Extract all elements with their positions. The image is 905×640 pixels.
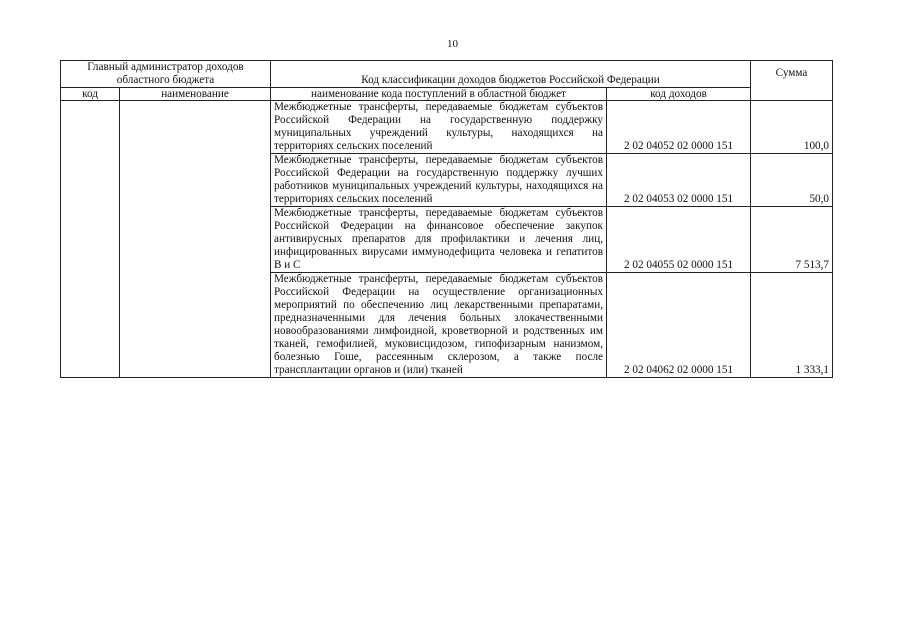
table-header-row — [61, 61, 833, 88]
admin-group-header: Главный администратор доходов областного бюджета — [61, 61, 271, 88]
income-code-subheader: код доходов — [607, 88, 751, 101]
code-subheader: код — [61, 88, 120, 101]
table-row — [61, 101, 833, 154]
receipt-description: Межбюджетные трансферты, передаваемые бюджетам субъектов Российской Федерации на осуществление организационных мероприятий по обеспечению лиц лекарственными препаратами, предназначенными для лечения больных злокачественными новообразованиями лимфоидной, кроветворной и родственных им тканей, гемофилией, муковисцидозом, гипофизарным нанизмом, болезнью Гоше, рассеянным склерозом, а также после трансплантации органов и (или) тканей — [271, 273, 607, 378]
classification-group-header: Код классификации доходов бюджетов Российской Федерации — [271, 61, 751, 88]
budget-income-table — [60, 60, 833, 378]
receipt-name-subheader: наименование кода поступлений в областной бюджет — [271, 88, 607, 101]
page-number: 10 — [447, 38, 458, 50]
income-code: 2 02 04062 02 0000 151 — [607, 273, 751, 378]
admin-name-cell — [120, 101, 271, 378]
receipt-description: Межбюджетные трансферты, передаваемые бюджетам субъектов Российской Федерации на государственную поддержку муниципальных учреждений культуры, находящихся на территориях сельских поселений — [271, 101, 607, 154]
amount: 7 513,7 — [751, 207, 833, 273]
amount: 50,0 — [751, 154, 833, 207]
income-code: 2 02 04055 02 0000 151 — [607, 207, 751, 273]
receipt-description: Межбюджетные трансферты, передаваемые бюджетам субъектов Российской Федерации на государственную поддержку лучших работников муниципальных учреждений культуры, находящихся на территориях сельских поселений — [271, 154, 607, 207]
income-code: 2 02 04052 02 0000 151 — [607, 101, 751, 154]
table-subheader-row — [61, 88, 833, 101]
name-subheader: наименование — [120, 88, 271, 101]
amount: 100,0 — [751, 101, 833, 154]
income-code: 2 02 04053 02 0000 151 — [607, 154, 751, 207]
sum-header: Сумма — [751, 61, 833, 101]
receipt-description: Межбюджетные трансферты, передаваемые бюджетам субъектов Российской Федерации на финансовое обеспечение закупок антивирусных препаратов для профилактики и лечения лиц, инфицированных вирусами иммунодефицита человека и гепатитов B и C — [271, 207, 607, 273]
admin-code-cell — [61, 101, 120, 378]
amount: 1 333,1 — [751, 273, 833, 378]
